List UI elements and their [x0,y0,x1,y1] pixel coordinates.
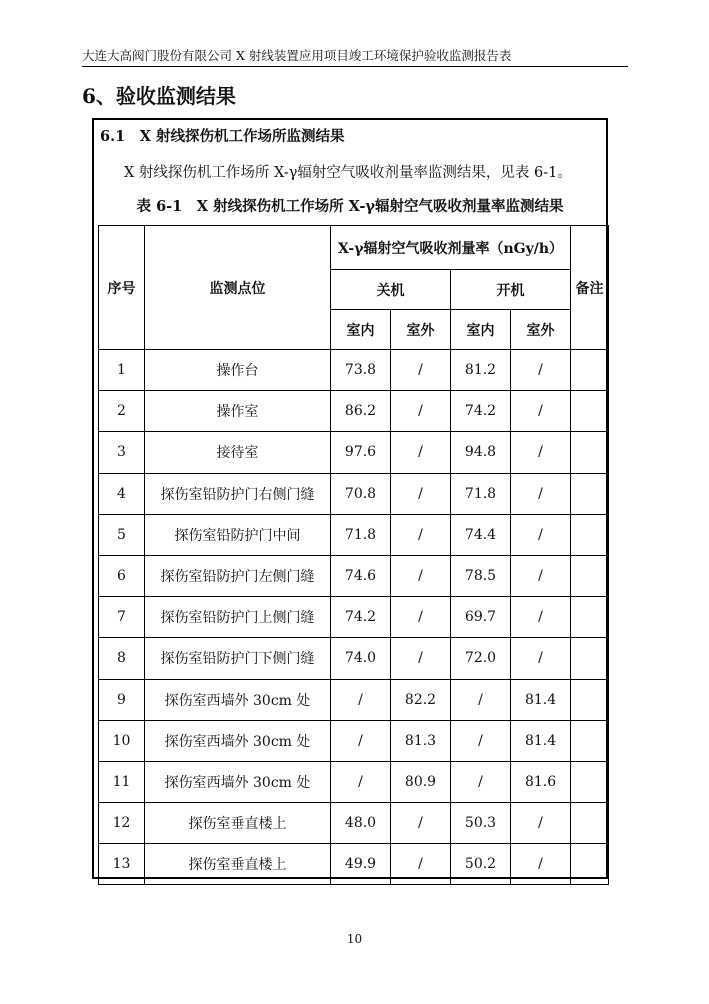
cell-on-indoor: / [451,761,511,802]
cell-location: 探伤室铅防护门上侧门缝 [145,597,331,638]
cell-on-indoor: 50.3 [451,803,511,844]
page-header: 大连大高阀门股份有限公司 X 射线装置应用项目竣工环境保护验收监测报告表 [82,48,512,63]
cell-no: 13 [99,844,145,885]
cell-on-indoor: 94.8 [451,432,511,473]
cell-no: 8 [99,638,145,679]
table-row [99,679,609,720]
header-on-indoor: 室内 [451,310,511,350]
cell-on-indoor: 72.0 [451,638,511,679]
cell-remark [571,473,609,514]
header-remark: 备注 [571,226,609,350]
cell-on-indoor: 81.2 [451,350,511,391]
cell-off-outdoor: 80.9 [391,761,451,802]
cell-on-indoor: 74.2 [451,391,511,432]
cell-off-indoor: 48.0 [331,803,391,844]
cell-on-outdoor: / [511,391,571,432]
cell-remark [571,391,609,432]
table-row [99,597,609,638]
cell-no: 3 [99,432,145,473]
table-row [99,391,609,432]
header-location: 监测点位 [145,226,331,350]
cell-off-indoor: 49.9 [331,844,391,885]
cell-on-indoor: 50.2 [451,844,511,885]
cell-no: 12 [99,803,145,844]
cell-off-outdoor: / [391,514,451,555]
cell-on-outdoor: / [511,844,571,885]
cell-off-outdoor: / [391,432,451,473]
table-caption: 表 6-1 X 射线探伤机工作场所 X-γ辐射空气吸收剂量率监测结果 [136,198,564,215]
cell-no: 7 [99,597,145,638]
cell-location: 探伤室铅防护门左侧门缝 [145,555,331,596]
cell-off-outdoor: / [391,350,451,391]
cell-off-indoor: 74.2 [331,597,391,638]
header-rule [82,66,628,67]
cell-no: 10 [99,720,145,761]
cell-no: 4 [99,473,145,514]
table-row [99,761,609,802]
cell-no: 5 [99,514,145,555]
table-row [99,803,609,844]
cell-location: 探伤室垂直楼上 [145,803,331,844]
cell-off-outdoor: / [391,473,451,514]
header-dose-rate: X-γ辐射空气吸收剂量率（nGy/h） [331,226,571,270]
table-row [99,350,609,391]
cell-no: 11 [99,761,145,802]
cell-location: 探伤室铅防护门中间 [145,514,331,555]
cell-on-outdoor: / [511,638,571,679]
header-off-indoor: 室内 [331,310,391,350]
cell-on-indoor: 69.7 [451,597,511,638]
cell-no: 6 [99,555,145,596]
cell-off-indoor: 97.6 [331,432,391,473]
cell-location: 探伤室西墙外 30cm 处 [145,720,331,761]
header-on-outdoor: 室外 [511,310,571,350]
cell-on-indoor: 78.5 [451,555,511,596]
cell-on-outdoor: / [511,432,571,473]
cell-location: 探伤室西墙外 30cm 处 [145,679,331,720]
cell-on-indoor: 74.4 [451,514,511,555]
cell-off-indoor: / [331,720,391,761]
cell-no: 9 [99,679,145,720]
cell-no: 1 [99,350,145,391]
cell-remark [571,597,609,638]
table-row [99,432,609,473]
cell-on-outdoor: 81.4 [511,679,571,720]
table-row [99,844,609,885]
cell-remark [571,844,609,885]
cell-location: 探伤室铅防护门下侧门缝 [145,638,331,679]
cell-location: 探伤室垂直楼上 [145,844,331,885]
intro-paragraph: X 射线探伤机工作场所 X-γ辐射空气吸收剂量率监测结果，见表 6-1。 [124,165,572,181]
cell-off-outdoor: / [391,844,451,885]
cell-off-indoor: / [331,679,391,720]
cell-off-indoor: 74.6 [331,555,391,596]
cell-location: 接待室 [145,432,331,473]
cell-off-indoor: 71.8 [331,514,391,555]
header-on: 开机 [451,270,571,310]
cell-remark [571,803,609,844]
cell-off-indoor: / [331,761,391,802]
subsection-title: 6.1 X 射线探伤机工作场所监测结果 [100,128,345,145]
cell-location: 操作室 [145,391,331,432]
cell-on-outdoor: / [511,597,571,638]
cell-on-indoor: / [451,720,511,761]
cell-on-indoor: / [451,679,511,720]
page-number: 10 [346,932,363,946]
cell-remark [571,555,609,596]
cell-no: 2 [99,391,145,432]
cell-on-indoor: 71.8 [451,473,511,514]
cell-remark [571,638,609,679]
cell-off-outdoor: / [391,638,451,679]
header-off-outdoor: 室外 [391,310,451,350]
header-no: 序号 [99,226,145,350]
cell-remark [571,432,609,473]
cell-off-outdoor: / [391,803,451,844]
cell-remark [571,679,609,720]
cell-remark [571,514,609,555]
cell-on-outdoor: / [511,514,571,555]
cell-location: 操作台 [145,350,331,391]
cell-location: 探伤室铅防护门右侧门缝 [145,473,331,514]
header-off: 关机 [331,270,451,310]
cell-off-outdoor: 81.3 [391,720,451,761]
cell-on-outdoor: 81.4 [511,720,571,761]
cell-off-indoor: 74.0 [331,638,391,679]
cell-on-outdoor: / [511,555,571,596]
cell-on-outdoor: / [511,473,571,514]
table-row [99,473,609,514]
table-body [99,350,609,885]
table-row [99,555,609,596]
table-row [99,514,609,555]
cell-off-indoor: 70.8 [331,473,391,514]
cell-off-indoor: 86.2 [331,391,391,432]
cell-remark [571,761,609,802]
cell-remark [571,350,609,391]
cell-on-outdoor: / [511,803,571,844]
cell-remark [571,720,609,761]
cell-on-outdoor: 81.6 [511,761,571,802]
cell-off-outdoor: / [391,391,451,432]
cell-off-outdoor: / [391,597,451,638]
cell-location: 探伤室西墙外 30cm 处 [145,761,331,802]
cell-on-outdoor: / [511,350,571,391]
table-row [99,720,609,761]
results-table [98,225,609,885]
cell-off-outdoor: / [391,555,451,596]
table-row [99,638,609,679]
section-title: 6、验收监测结果 [82,84,236,108]
cell-off-outdoor: 82.2 [391,679,451,720]
cell-off-indoor: 73.8 [331,350,391,391]
